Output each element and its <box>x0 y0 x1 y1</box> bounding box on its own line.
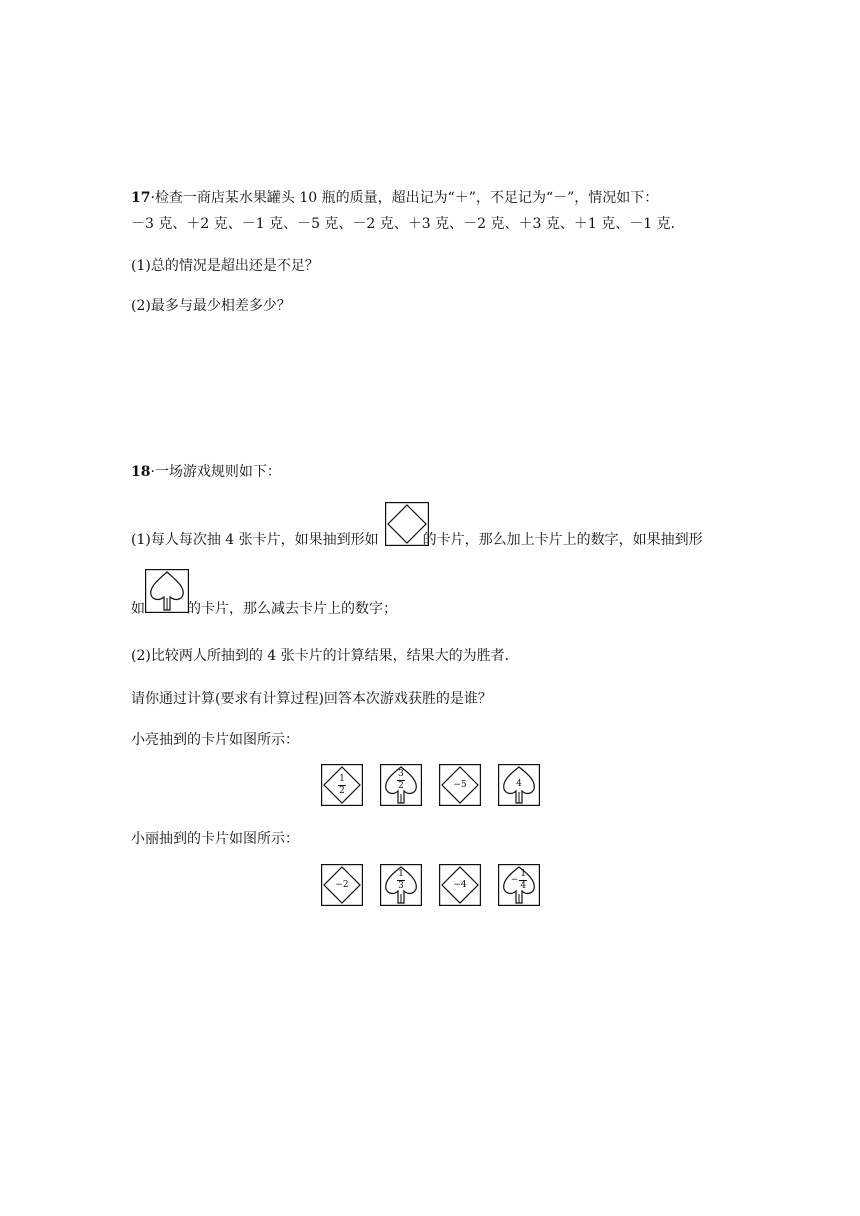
xiaoli-cards <box>321 864 557 906</box>
card-numerator: 1 <box>520 869 527 879</box>
card-diamond <box>321 864 363 906</box>
card-spade <box>498 864 540 906</box>
card-denominator: 2 <box>398 781 404 791</box>
q17-sep: · <box>150 190 155 206</box>
q18-sep: · <box>150 464 155 480</box>
card-numerator: 1 <box>339 774 345 784</box>
card-denominator: 2 <box>339 786 345 796</box>
xiaoliang-cards <box>321 764 557 806</box>
q18-stem: 一场游戏规则如下： <box>154 464 281 480</box>
card-spade <box>380 864 422 906</box>
q18-ask: 请你通过计算(要求有计算过程)回答本次游戏获胜的是谁？ <box>131 691 492 707</box>
q18-rule1-b: 的卡片，那么加上卡片上的数字，如果抽到形 <box>422 532 703 548</box>
card-diamond <box>321 764 363 806</box>
card-diamond <box>439 864 481 906</box>
card-numerator: 3 <box>398 769 404 779</box>
q18-number: 18 <box>131 464 151 480</box>
xiaoli-label: 小丽抽到的卡片如图所示： <box>131 831 299 847</box>
card-value: −5 <box>453 780 467 790</box>
card-fraction <box>380 870 422 891</box>
card-fraction <box>380 770 422 791</box>
q17-stem: 检查一商店某水果罐头 10 瓶的质量，超出记为“＋”，不足记为“－”，情况如下： <box>154 190 659 206</box>
q17-values: －3 克、＋2 克、－1 克、－5 克、－2 克、＋3 克、－2 克、＋3 克、＋1 克、－1 克． <box>131 216 685 232</box>
card-sign: − <box>510 875 519 885</box>
card-numerator: 1 <box>398 869 404 879</box>
q18-rule1-a: (1)每人每次抽 4 张卡片，如果抽到形如 <box>131 532 379 548</box>
xiaoliang-label: 小亮抽到的卡片如图所示： <box>131 732 299 748</box>
q18-stem-line <box>131 462 281 482</box>
card-fraction <box>321 775 363 796</box>
q18-rule1-c: 如 <box>131 601 145 617</box>
q18-rule2: (2)比较两人所抽到的 4 张卡片的计算结果，结果大的为胜者． <box>131 648 519 664</box>
card-value: 4 <box>516 779 522 789</box>
card-value: −4 <box>453 880 467 890</box>
q17-stem-line <box>131 188 658 208</box>
inline-diamond-card-icon <box>385 502 429 550</box>
card-denominator: 4 <box>520 881 527 891</box>
card-value: −2 <box>335 880 349 890</box>
card-spade <box>498 764 540 806</box>
q17-part2: (2)最多与最少相差多少？ <box>131 298 291 314</box>
inline-spade-card-icon <box>145 569 189 617</box>
card-fraction <box>498 870 540 891</box>
q17-part1: (1)总的情况是超出还是不足？ <box>131 258 319 274</box>
q17-number: 17 <box>131 190 151 206</box>
card-signed-fraction <box>511 870 528 891</box>
card-diamond <box>439 764 481 806</box>
q18-rule1-d: 的卡片，那么减去卡片上的数字； <box>187 601 397 617</box>
card-denominator: 3 <box>398 881 404 891</box>
card-spade <box>380 764 422 806</box>
